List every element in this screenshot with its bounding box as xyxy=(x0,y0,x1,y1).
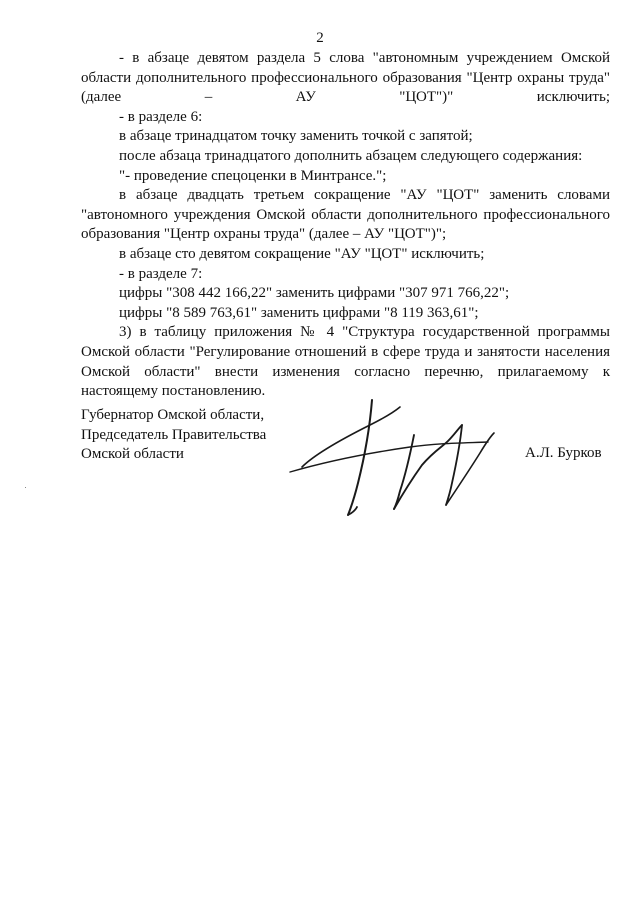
paragraph-section7-heading: - в разделе 7: xyxy=(119,265,203,282)
signer-name: А.Л. Бурков xyxy=(525,445,602,461)
paragraph-thirteenth-punctuation: в абзаце тринадцатом точку заменить точкой с запятой; xyxy=(119,128,473,145)
signatory-title xyxy=(81,406,266,465)
signature-stroke xyxy=(394,435,414,509)
signature-stroke xyxy=(302,407,400,467)
paragraph-figures-total: цифры "308 442 166,22" заменить цифрами "307 971 766,22"; xyxy=(119,285,510,302)
paragraph-new-content: "- проведение спецоценки в Минтрансе."; xyxy=(119,167,387,184)
paragraph-appendix-4-table: 3) в таблицу приложения № 4 "Структура государственной программы Омской области "Регулирование отношений в сфере труда и занятости населения Омской области" внести изменения согласно перечню, прилагаемому к настоящему постановлению. xyxy=(81,324,610,400)
scan-artifact-dot xyxy=(25,487,26,488)
paragraph-section5-amendment: - в абзаце девятом раздела 5 слова "автономным учреждением Омской области дополнительного профессионального образования "Центр охраны труда" (далее – АУ "ЦОТ")" исключить; xyxy=(81,50,610,106)
document-body xyxy=(81,49,610,402)
signatory-title-line: Губернатор Омской области, xyxy=(81,407,265,423)
signatory-title-line: Председатель Правительства xyxy=(81,426,267,443)
paragraph-section6-heading: - в разделе 6: xyxy=(119,108,203,125)
paragraph-twenty-third-replacement: в абзаце двадцать третьем сокращение "АУ "ЦОТ" заменить словами "автономного учреждения Омской области дополнительного профессионального образования "Центр охраны труда" (далее – АУ "ЦОТ")"; xyxy=(81,187,610,243)
page-number: 2 xyxy=(316,30,324,46)
handwritten-signature xyxy=(288,395,513,530)
paragraph-one-hundred-ninth: в абзаце сто девятом сокращение "АУ "ЦОТ" исключить; xyxy=(119,245,485,262)
paragraph-figures-subtotal: цифры "8 589 763,61" заменить цифрами "8 119 363,61"; xyxy=(119,304,479,321)
signatory-title-line: Омской области xyxy=(81,446,184,463)
paragraph-add-new-paragraph: после абзаца тринадцатого дополнить абзацем следующего содержания: xyxy=(119,147,583,164)
